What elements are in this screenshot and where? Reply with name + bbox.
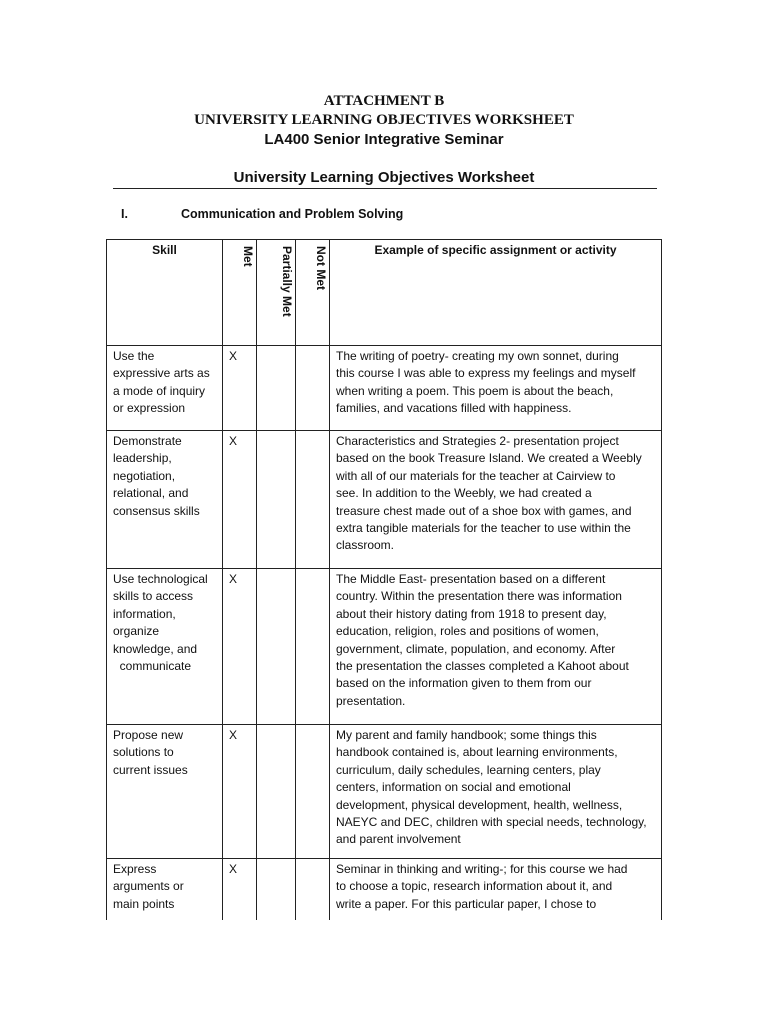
- example-text: based on the information given to them from our: [336, 676, 592, 691]
- partial-cell: [256, 569, 295, 725]
- skill-text: organize: [113, 624, 160, 639]
- table-row: [106, 858, 662, 920]
- skill-text: expressive arts as: [113, 366, 210, 381]
- example-text: presentation.: [336, 693, 406, 708]
- example-text: treasure chest made out of a shoe box with games, and: [336, 503, 632, 518]
- example-text: The Middle East- presentation based on a different: [336, 572, 606, 586]
- skill-text: relational, and: [113, 486, 189, 501]
- example-text: with all of our materials for the teacher at Cairview to: [336, 468, 616, 483]
- example-text: the presentation the classes completed a Kahoot about: [336, 659, 629, 674]
- example-text: education, religion, roles and positions of women,: [336, 624, 599, 639]
- example-text: to choose a topic, research information about it, and: [336, 879, 613, 894]
- section-number: I.: [121, 207, 128, 221]
- table-row: [106, 430, 662, 569]
- example-cell: [329, 725, 662, 859]
- example-text: development, physical development, health, wellness,: [336, 797, 623, 812]
- skill-text: information,: [113, 606, 176, 621]
- skill-text: Demonstrate: [113, 434, 182, 448]
- example-cell: [329, 859, 662, 920]
- not-met-cell: [295, 346, 329, 431]
- not-met-cell: [295, 725, 329, 859]
- skill-text: consensus skills: [113, 503, 200, 518]
- example-cell: [329, 346, 662, 431]
- worksheet-title: UNIVERSITY LEARNING OBJECTIVES WORKSHEET: [194, 112, 574, 128]
- example-text: government, climate, population, and economy. After: [336, 641, 616, 656]
- skill-text: Use the: [113, 349, 155, 363]
- met-cell: X: [222, 346, 256, 431]
- skill-cell: [106, 569, 222, 725]
- skill-text: knowledge, and: [113, 641, 198, 656]
- skill-text: a mode of inquiry: [113, 383, 206, 398]
- partial-cell: [256, 859, 295, 920]
- header-skill: Skill: [106, 240, 222, 346]
- skill-text: or expression: [113, 401, 186, 416]
- skill-text: main points: [113, 896, 175, 911]
- header-met: Met: [222, 240, 256, 346]
- example-text: families, and vacations filled with happiness.: [336, 401, 572, 416]
- example-text: handbook contained is, about learning environments,: [336, 745, 618, 760]
- example-text: extra tangible materials for the teacher to use within the: [336, 521, 631, 536]
- example-text: classroom.: [336, 538, 395, 553]
- example-text: country. Within the presentation there was information: [336, 589, 622, 604]
- example-text: about their history dating from 1918 to present day,: [336, 606, 607, 621]
- example-text: and parent involvement: [336, 832, 461, 847]
- example-text: Seminar in thinking and writing-; for this course we had: [336, 862, 628, 876]
- not-met-cell: [295, 431, 329, 569]
- example-text: My parent and family handbook; some things this: [336, 728, 597, 742]
- header-not-met: Not Met: [295, 240, 329, 346]
- example-text: write a paper. For this particular paper, I chose to: [336, 896, 597, 911]
- course-title: LA400 Senior Integrative Seminar: [264, 131, 504, 148]
- skill-text: Use technological: [113, 572, 208, 586]
- met-cell: X: [222, 569, 256, 725]
- title-rule: [113, 188, 657, 189]
- skill-text: leadership,: [113, 451, 172, 466]
- skill-text: Propose new: [113, 728, 184, 742]
- section-title: Communication and Problem Solving: [181, 207, 404, 221]
- skill-text: solutions to: [113, 745, 174, 760]
- example-text: based on the book Treasure Island. We created a Weebly: [336, 451, 642, 466]
- skill-cell: [106, 431, 222, 569]
- skill-cell: [106, 725, 222, 859]
- not-met-cell: [295, 859, 329, 920]
- not-met-cell: [295, 569, 329, 725]
- example-text: see. In addition to the Weebly, we had created a: [336, 486, 592, 501]
- example-text: The writing of poetry- creating my own sonnet, during: [336, 349, 619, 363]
- table-row: [106, 568, 662, 725]
- example-text: curriculum, daily schedules, learning centers, play: [336, 762, 601, 777]
- example-cell: [329, 569, 662, 725]
- met-cell: X: [222, 431, 256, 569]
- skill-text: Express: [113, 862, 157, 876]
- worksheet-subtitle: University Learning Objectives Worksheet: [233, 169, 535, 186]
- skill-cell: [106, 859, 222, 920]
- skill-text: negotiation,: [113, 468, 176, 483]
- example-text: NAEYC and DEC, children with special needs, technology,: [336, 815, 647, 830]
- met-cell: X: [222, 859, 256, 920]
- example-text: centers, information on social and emotional: [336, 780, 571, 795]
- table-row: [106, 345, 662, 431]
- example-text: when writing a poem. This poem is about the beach,: [336, 383, 614, 398]
- example-text: this course I was able to express my feelings and myself: [336, 366, 636, 381]
- skill-cell: [106, 346, 222, 431]
- skill-text: skills to access: [113, 589, 194, 604]
- table-row: [106, 724, 662, 859]
- attachment-label: ATTACHMENT B: [323, 93, 445, 109]
- table-header-row: [106, 239, 662, 346]
- skill-text: current issues: [113, 762, 188, 777]
- partial-cell: [256, 431, 295, 569]
- skill-text: arguments or: [113, 879, 184, 894]
- header-partial: Partially Met: [256, 240, 295, 346]
- header-example: Example of specific assignment or activity: [329, 240, 662, 346]
- partial-cell: [256, 346, 295, 431]
- partial-cell: [256, 725, 295, 859]
- met-cell: X: [222, 725, 256, 859]
- example-text: Characteristics and Strategies 2- presentation project: [336, 434, 619, 448]
- skill-text: communicate: [113, 659, 192, 674]
- example-cell: [329, 431, 662, 569]
